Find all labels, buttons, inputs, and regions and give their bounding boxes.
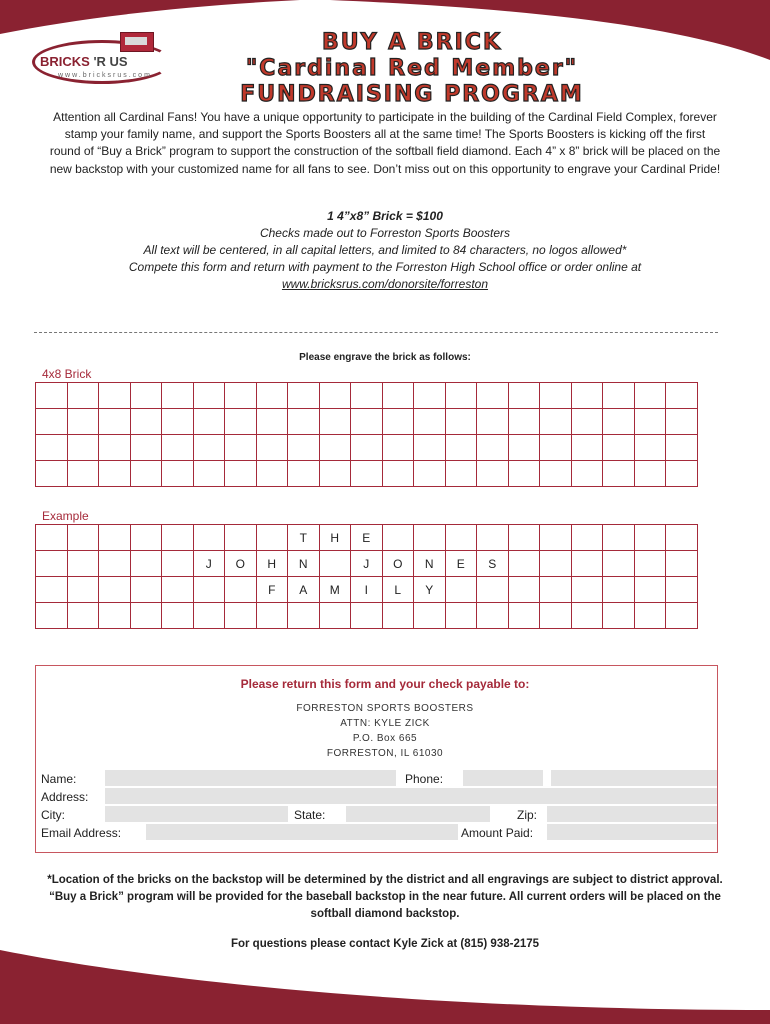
address-line: FORRESTON SPORTS BOOSTERS <box>296 703 474 714</box>
brick-cell[interactable] <box>603 409 635 435</box>
example-cell <box>256 525 288 551</box>
instructions-line: Compete this form and return with payment to the Forreston High School office or order online at <box>128 260 642 274</box>
brick-cell[interactable] <box>414 383 446 409</box>
brick-cell[interactable] <box>351 461 383 487</box>
brick-grid-row <box>36 435 698 461</box>
brick-cell[interactable] <box>571 461 603 487</box>
example-cell <box>351 603 383 629</box>
example-cell: J <box>351 551 383 577</box>
amount-paid-field[interactable] <box>547 824 717 840</box>
brick-cell[interactable] <box>445 461 477 487</box>
example-cell <box>36 603 68 629</box>
brick-cell[interactable] <box>225 461 257 487</box>
brick-icon <box>120 32 154 52</box>
brick-cell[interactable] <box>130 383 162 409</box>
brick-cell[interactable] <box>477 435 509 461</box>
brick-cell[interactable] <box>288 461 320 487</box>
brick-cell[interactable] <box>130 461 162 487</box>
brick-cell[interactable] <box>225 435 257 461</box>
brick-cell[interactable] <box>162 409 194 435</box>
brick-cell[interactable] <box>382 461 414 487</box>
brick-cell[interactable] <box>571 409 603 435</box>
brick-cell[interactable] <box>256 383 288 409</box>
example-cell: I <box>351 577 383 603</box>
example-cell <box>603 603 635 629</box>
example-cell: S <box>477 551 509 577</box>
brick-cell[interactable] <box>666 435 698 461</box>
example-cell <box>508 577 540 603</box>
example-cell <box>477 603 509 629</box>
example-cell <box>634 551 666 577</box>
example-grid <box>35 524 698 629</box>
example-cell <box>225 603 257 629</box>
example-cell <box>571 603 603 629</box>
example-cell <box>634 577 666 603</box>
brick-cell[interactable] <box>571 383 603 409</box>
example-cell <box>445 603 477 629</box>
example-cell <box>193 525 225 551</box>
example-cell <box>256 603 288 629</box>
brick-cell[interactable] <box>508 409 540 435</box>
brick-cell[interactable] <box>666 383 698 409</box>
donor-site-link[interactable]: www.bricksrus.com/donorsite/forreston <box>281 277 489 291</box>
example-cell: F <box>256 577 288 603</box>
brick-cell[interactable] <box>193 461 225 487</box>
example-cell <box>603 525 635 551</box>
brick-cell[interactable] <box>36 435 68 461</box>
cut-line <box>34 332 718 333</box>
example-cell <box>571 551 603 577</box>
example-cell <box>634 603 666 629</box>
brick-cell[interactable] <box>99 409 131 435</box>
logo-name-red: BRICKS <box>40 54 90 69</box>
brick-cell[interactable] <box>351 435 383 461</box>
amount-paid-label: Amount Paid: <box>461 826 534 840</box>
brick-cell[interactable] <box>351 383 383 409</box>
example-cell <box>162 577 194 603</box>
brick-cell[interactable] <box>634 461 666 487</box>
price-line: 1 4”x8” Brick = $100 <box>327 209 443 223</box>
example-cell <box>414 603 446 629</box>
brick-cell[interactable] <box>256 435 288 461</box>
brick-cell[interactable] <box>99 435 131 461</box>
address-line: ATTN: KYLE ZICK <box>340 718 430 729</box>
example-cell: M <box>319 577 351 603</box>
example-cell <box>130 577 162 603</box>
brick-cell[interactable] <box>477 409 509 435</box>
example-cell <box>288 603 320 629</box>
example-cell: J <box>193 551 225 577</box>
example-cell: N <box>288 551 320 577</box>
name-field[interactable] <box>105 770 396 786</box>
brick-cell[interactable] <box>666 409 698 435</box>
brick-cell[interactable] <box>193 409 225 435</box>
brick-cell[interactable] <box>445 409 477 435</box>
brick-cell[interactable] <box>319 409 351 435</box>
brick-cell[interactable] <box>382 383 414 409</box>
example-cell <box>445 525 477 551</box>
details-block <box>40 208 730 293</box>
example-cell <box>540 551 572 577</box>
text-rules-line: All text will be centered, in all capital letters, and limited to 84 characters, no logos allowed* <box>143 243 627 257</box>
brick-cell[interactable] <box>477 383 509 409</box>
zip-field[interactable] <box>547 806 717 822</box>
brick-cell[interactable] <box>603 435 635 461</box>
example-cell <box>508 525 540 551</box>
example-cell <box>162 525 194 551</box>
phone-label: Phone: <box>405 772 444 786</box>
brick-cell[interactable] <box>162 435 194 461</box>
example-cell: Y <box>414 577 446 603</box>
headline-line-3: FUNDRAISING PROGRAM <box>240 82 584 107</box>
location-footnote: *Location of the bricks on the backstop will be determined by the district and all engravings are subject to district approval. “Buy a Brick” program will be provided for the baseball backstop in the near future. All current orders will be placed on the softball diamond backstop. <box>47 874 723 920</box>
brick-cell[interactable] <box>36 383 68 409</box>
example-cell <box>225 577 257 603</box>
brick-cell[interactable] <box>319 383 351 409</box>
brick-cell[interactable] <box>67 461 99 487</box>
example-cell <box>540 525 572 551</box>
state-label: State: <box>294 808 326 822</box>
brick-cell[interactable] <box>36 409 68 435</box>
brick-cell[interactable] <box>414 435 446 461</box>
brick-cell[interactable] <box>225 409 257 435</box>
example-cell: O <box>382 551 414 577</box>
logo-url: www.bricksrus.com <box>58 72 152 79</box>
city-label: City: <box>41 808 65 822</box>
brick-cell[interactable] <box>382 435 414 461</box>
example-grid-label: Example <box>42 509 89 523</box>
engrave-heading: Please engrave the brick as follows: <box>299 352 471 363</box>
example-cell <box>540 603 572 629</box>
brick-cell[interactable] <box>540 461 572 487</box>
example-grid-row <box>36 525 698 551</box>
state-field[interactable] <box>346 806 490 822</box>
brick-cell[interactable] <box>99 383 131 409</box>
example-cell <box>99 551 131 577</box>
example-cell <box>36 551 68 577</box>
return-title: Please return this form and your check payable to: <box>240 677 530 691</box>
phone-number-field[interactable] <box>551 770 717 786</box>
example-cell <box>67 603 99 629</box>
brick-cell[interactable] <box>67 409 99 435</box>
example-cell <box>603 577 635 603</box>
brick-cell[interactable] <box>540 435 572 461</box>
brick-cell[interactable] <box>445 383 477 409</box>
example-cell: N <box>414 551 446 577</box>
bricks-r-us-logo <box>32 32 180 88</box>
brick-grid-row <box>36 409 698 435</box>
example-cell <box>36 577 68 603</box>
address-line: FORRESTON, IL 61030 <box>326 748 444 759</box>
example-cell <box>540 577 572 603</box>
brick-cell[interactable] <box>99 461 131 487</box>
brick-cell[interactable] <box>319 461 351 487</box>
city-field[interactable] <box>105 806 288 822</box>
brick-grid-row <box>36 461 698 487</box>
brick-cell[interactable] <box>634 435 666 461</box>
brick-cell[interactable] <box>67 383 99 409</box>
brick-cell[interactable] <box>162 383 194 409</box>
example-cell <box>508 603 540 629</box>
headline-line-2: "Cardinal Red Member" <box>245 56 579 81</box>
brick-cell[interactable] <box>67 435 99 461</box>
example-cell <box>571 577 603 603</box>
example-cell <box>445 577 477 603</box>
brick-grid-row <box>36 383 698 409</box>
example-cell <box>193 577 225 603</box>
phone-area-field[interactable] <box>463 770 543 786</box>
brick-grid[interactable] <box>35 382 698 487</box>
brick-cell[interactable] <box>130 435 162 461</box>
brick-cell[interactable] <box>382 409 414 435</box>
example-cell <box>67 551 99 577</box>
example-cell <box>477 525 509 551</box>
bottom-swoosh <box>0 940 770 1024</box>
brick-cell[interactable] <box>193 435 225 461</box>
example-cell <box>666 577 698 603</box>
example-cell <box>666 551 698 577</box>
brick-cell[interactable] <box>508 461 540 487</box>
headline-line-1: BUY A BRICK <box>322 30 502 55</box>
brick-cell[interactable] <box>225 383 257 409</box>
logo-name <box>40 54 128 69</box>
example-cell <box>382 525 414 551</box>
brick-cell[interactable] <box>288 409 320 435</box>
example-cell <box>99 525 131 551</box>
example-cell <box>67 525 99 551</box>
example-cell <box>99 577 131 603</box>
brick-cell[interactable] <box>603 383 635 409</box>
brick-cell[interactable] <box>130 409 162 435</box>
example-cell <box>162 551 194 577</box>
example-cell <box>414 525 446 551</box>
example-cell <box>130 551 162 577</box>
example-cell <box>99 603 131 629</box>
example-cell <box>67 577 99 603</box>
example-cell <box>571 525 603 551</box>
brick-cell[interactable] <box>256 461 288 487</box>
brick-cell[interactable] <box>162 461 194 487</box>
brick-cell[interactable] <box>193 383 225 409</box>
brick-cell[interactable] <box>666 461 698 487</box>
brick-cell[interactable] <box>288 435 320 461</box>
example-grid-row <box>36 577 698 603</box>
brick-cell[interactable] <box>634 383 666 409</box>
example-cell <box>130 525 162 551</box>
example-cell: H <box>256 551 288 577</box>
brick-cell[interactable] <box>603 461 635 487</box>
example-grid-row <box>36 603 698 629</box>
example-cell <box>319 603 351 629</box>
example-cell <box>508 551 540 577</box>
example-cell: H <box>319 525 351 551</box>
contact-line: For questions please contact Kyle Zick at (815) 938-2175 <box>230 938 540 950</box>
example-cell: O <box>225 551 257 577</box>
brick-cell[interactable] <box>540 409 572 435</box>
brick-cell[interactable] <box>36 461 68 487</box>
example-cell <box>666 603 698 629</box>
example-cell <box>193 603 225 629</box>
brick-cell[interactable] <box>414 409 446 435</box>
brick-cell[interactable] <box>634 409 666 435</box>
brick-cell[interactable] <box>256 409 288 435</box>
example-cell <box>225 525 257 551</box>
example-cell: T <box>288 525 320 551</box>
example-cell <box>130 603 162 629</box>
example-cell: E <box>445 551 477 577</box>
example-cell: A <box>288 577 320 603</box>
example-cell <box>162 603 194 629</box>
address-field[interactable] <box>105 788 717 804</box>
brick-cell[interactable] <box>445 435 477 461</box>
checks-line: Checks made out to Forreston Sports Boosters <box>259 226 511 240</box>
name-label: Name: <box>41 772 77 786</box>
address-line: P.O. Box 665 <box>352 733 418 744</box>
example-cell <box>634 525 666 551</box>
brick-grid-label: 4x8 Brick <box>42 367 92 381</box>
zip-label: Zip: <box>517 808 538 822</box>
example-grid-row <box>36 551 698 577</box>
brick-cell[interactable] <box>571 435 603 461</box>
brick-cell[interactable] <box>477 461 509 487</box>
example-cell <box>666 525 698 551</box>
brick-cell[interactable] <box>508 435 540 461</box>
address-label: Address: <box>41 790 89 804</box>
brick-cell[interactable] <box>414 461 446 487</box>
example-cell: L <box>382 577 414 603</box>
brick-cell[interactable] <box>540 383 572 409</box>
example-cell: E <box>351 525 383 551</box>
brick-cell[interactable] <box>319 435 351 461</box>
intro-paragraph: Attention all Cardinal Fans! You have a unique opportunity to participate in the building of the Cardinal Field Complex, forever stamp your family name, and support the Sports Boosters all at the same time! The Sports Boosters is kicking off the first round of “Buy a Brick” program to support the construction of the softball field diamond. Each 4” x 8” brick will be placed on the new backstop with your customized name for all fans to see. Don’t miss out on this opportunity to engrave your Cardinal Pride! <box>49 110 721 176</box>
brick-cell[interactable] <box>351 409 383 435</box>
logo-name-dark: 'R US <box>89 54 128 69</box>
brick-cell[interactable] <box>288 383 320 409</box>
example-cell <box>382 603 414 629</box>
brick-cell[interactable] <box>508 383 540 409</box>
email-label: Email Address: <box>41 826 122 840</box>
email-field[interactable] <box>146 824 458 840</box>
example-cell <box>319 551 351 577</box>
example-cell <box>477 577 509 603</box>
example-cell <box>603 551 635 577</box>
example-cell <box>36 525 68 551</box>
